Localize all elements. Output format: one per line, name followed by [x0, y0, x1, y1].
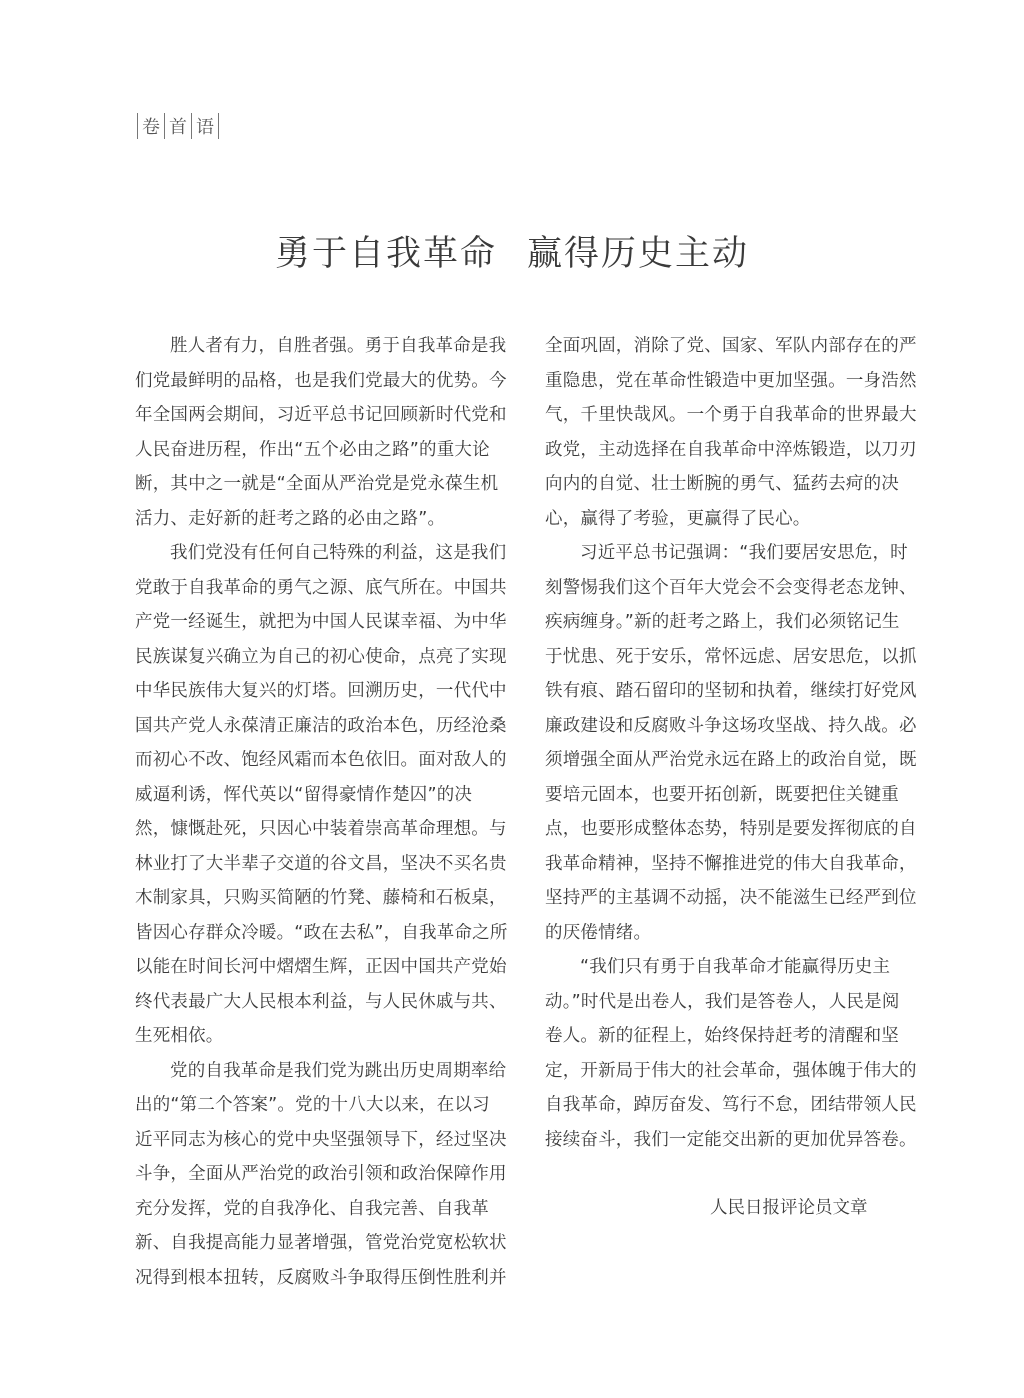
- text-line: 全面巩固，消除了党、国家、军队内部存在的严: [545, 336, 917, 356]
- text-line: 人民奋进历程，作出“五个必由之路”的重大论: [135, 439, 490, 460]
- text-line: 胜人者有力，自胜者强。勇于自我革命是我: [170, 336, 507, 356]
- text-line: 以能在时间长河中熠熠生辉，正因中国共产党始: [135, 957, 507, 977]
- text-line: 中华民族伟大复兴的灯塔。回溯历史，一代代中: [135, 681, 507, 701]
- section-label-char: 语: [196, 117, 214, 138]
- text-line: 而初心不改、饱经风霜而本色依旧。面对敌人的: [135, 750, 507, 770]
- text-line: 木制家具，只购买简陋的竹凳、藤椅和石板桌，: [135, 888, 507, 908]
- text-line: 我们党没有任何自己特殊的利益，这是我们: [170, 543, 507, 563]
- text-line: 党敢于自我革命的勇气之源、底气所在。中国共: [135, 577, 507, 598]
- text-line: 终代表最广大人民根本利益，与人民休戚与共、: [135, 991, 507, 1012]
- text-line: 习近平总书记强调：“我们要居安思危，时: [580, 543, 908, 563]
- left-column: [135, 329, 515, 1295]
- byline: 人民日报评论员文章: [710, 1198, 868, 1218]
- text-line: 斗争，全面从严治党的政治引领和政治保障作用: [135, 1164, 507, 1184]
- text-line: 况得到根本扭转，反腐败斗争取得压倒性胜利并: [135, 1267, 507, 1288]
- text-line: 疾病缠身。”新的赶考之路上，我们必须铭记生: [545, 612, 900, 632]
- divider: [164, 113, 165, 139]
- text-line: 自我革命，踔厉奋发、笃行不怠，团结带领人民: [545, 1095, 917, 1115]
- section-label: [133, 112, 223, 140]
- text-line: 定，开新局于伟大的社会革命，强体魄于伟大的: [545, 1060, 917, 1081]
- article-title: [0, 226, 1024, 276]
- text-line: 卷人。新的征程上，始终保持赶考的清醒和坚: [545, 1026, 899, 1046]
- text-line: 廉政建设和反腐败斗争这场攻坚战、持久战。必: [545, 715, 917, 736]
- text-line: 气，千里快哉风。一个勇于自我革命的世界最大: [545, 405, 917, 425]
- text-line: 们党最鲜明的品格，也是我们党最大的优势。今: [135, 370, 507, 391]
- divider: [191, 113, 192, 139]
- text-line: 心，赢得了考验，更赢得了民心。: [545, 508, 811, 529]
- text-line: 皆因心存群众冷暖。“政在去私”，自我革命之所: [135, 922, 508, 943]
- text-line: 断，其中之一就是“全面从严治党是党永葆生机: [135, 474, 499, 494]
- text-line: 党的自我革命是我们党为跳出历史周期率给: [170, 1060, 507, 1081]
- text-line: 向内的自觉、壮士断腕的勇气、猛药去疴的决: [545, 474, 899, 494]
- title-part-2: 赢得历史主动: [527, 234, 750, 274]
- title-part-1: 勇于自我革命: [274, 234, 497, 274]
- text-line: 我革命精神，坚持不懈推进党的伟大自我革命，: [545, 853, 917, 874]
- text-line: “我们只有勇于自我革命才能赢得历史主: [580, 957, 891, 977]
- text-line: 要培元固本，也要开拓创新，既要把住关键重: [545, 784, 899, 805]
- text-line: 的厌倦情绪。: [545, 922, 652, 943]
- divider: [137, 113, 138, 139]
- text-line: 林业打了大半辈子交道的谷文昌，坚决不买名贵: [135, 853, 507, 874]
- text-line: 充分发挥，党的自我净化、自我完善、自我革: [135, 1198, 489, 1219]
- text-line: 年全国两会期间，习近平总书记回顾新时代党和: [135, 405, 507, 425]
- text-line: 于忧患、死于安乐，常怀远虑、居安思危，以抓: [545, 646, 917, 667]
- text-line: 国共产党人永葆清正廉洁的政治本色，历经沧桑: [135, 715, 507, 736]
- text-line: 点，也要形成整体态势，特别是要发挥彻底的自: [545, 819, 917, 839]
- text-line: 须增强全面从严治党永远在路上的政治自觉，既: [545, 750, 917, 770]
- section-label-char: 卷: [142, 117, 160, 138]
- text-line: 坚持严的主基调不动摇，决不能滋生已经严到位: [545, 888, 917, 908]
- text-line: 动。”时代是出卷人，我们是答卷人，人民是阅: [545, 991, 900, 1012]
- text-line: 然，慷慨赴死，只因心中装着崇高革命理想。与: [135, 819, 507, 839]
- right-column: [545, 329, 925, 1157]
- text-line: 重隐患，党在革命性锻造中更加坚强。一身浩然: [545, 370, 917, 391]
- text-line: 产党一经诞生，就把为中国人民谋幸福、为中华: [135, 612, 507, 632]
- text-line: 新、自我提高能力显著增强，管党治党宽松软状: [135, 1233, 507, 1253]
- text-line: 接续奋斗，我们一定能交出新的更加优异答卷。: [545, 1129, 917, 1150]
- divider: [218, 113, 219, 139]
- text-line: 民族谋复兴确立为自己的初心使命，点亮了实现: [135, 646, 507, 667]
- text-line: 近平同志为核心的党中央坚强领导下，经过坚决: [135, 1129, 507, 1150]
- text-line: 生死相依。: [135, 1026, 224, 1046]
- section-label-char: 首: [169, 117, 187, 138]
- text-line: 政党，主动选择在自我革命中淬炼锻造，以刀刃: [545, 439, 917, 460]
- text-line: 刻警惕我们这个百年大党会不会变得老态龙钟、: [545, 577, 917, 598]
- text-line: 铁有痕、踏石留印的坚韧和执着，继续打好党风: [545, 681, 917, 701]
- text-line: 出的“第二个答案”。党的十八大以来，在以习: [135, 1095, 490, 1115]
- text-line: 威逼利诱，恽代英以“留得豪情作楚囚”的决: [135, 784, 473, 805]
- text-line: 活力、走好新的赶考之路的必由之路”。: [135, 508, 446, 529]
